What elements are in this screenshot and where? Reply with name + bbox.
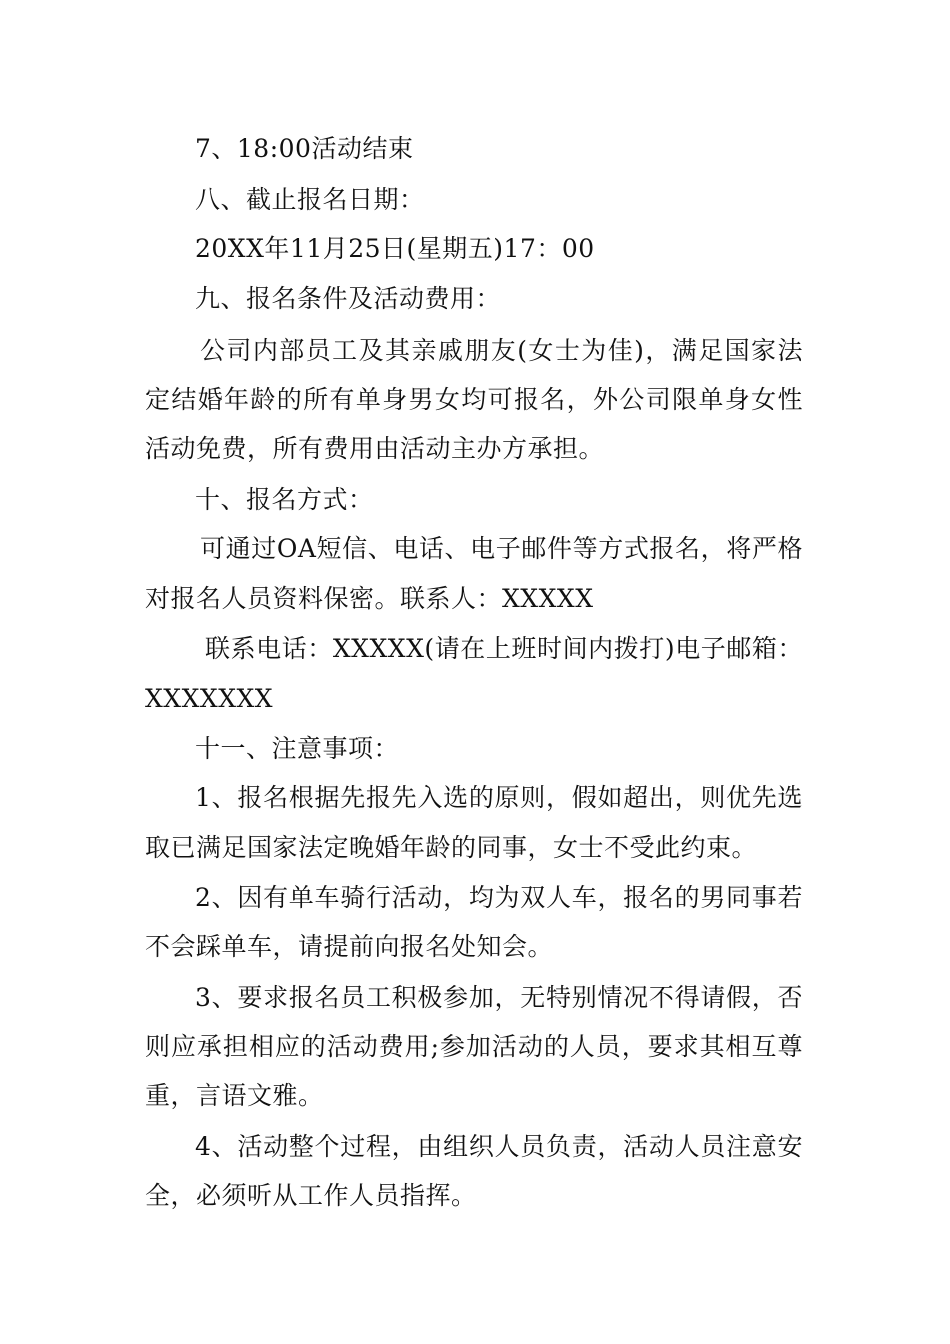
text-line: 定结婚年龄的所有单身男女均可报名，外公司限单身女性 [145, 385, 803, 414]
text-line: 全，必须听从工作人员指挥。 [145, 1181, 477, 1210]
text-line: 4、活动整个过程，由组织人员负责，活动人员注意安 [195, 1132, 803, 1161]
text-line: 则应承担相应的活动费用;参加活动的人员，要求其相互尊 [145, 1032, 803, 1061]
text-line: 20XX年11月25日(星期五)17：00 [195, 234, 595, 263]
section-heading: 九、报名条件及活动费用： [195, 284, 502, 313]
text-line: 2、因有单车骑行活动，均为双人车，报名的男同事若 [195, 883, 803, 912]
section-heading: 八、截止报名日期： [195, 185, 425, 214]
text-line: 活动免费，所有费用由活动主办方承担。 [145, 434, 605, 463]
text-line: 7、18:00活动结束 [195, 134, 414, 163]
text-line: 取已满足国家法定晚婚年龄的同事，女士不受此约束。 [145, 833, 758, 862]
text-line: 重，言语文雅。 [145, 1081, 324, 1110]
text-line: 1、报名根据先报先入选的原则，假如超出，则优先选 [195, 783, 803, 812]
text-line: 可通过OA短信、电话、电子邮件等方式报名，将严格 [200, 534, 803, 563]
text-line: 联系电话：XXXXX(请在上班时间内拨打)电子邮箱： [205, 634, 803, 663]
text-line: 3、要求报名员工积极参加，无特别情况不得请假，否 [195, 983, 803, 1012]
text-line: 不会踩单车，请提前向报名处知会。 [145, 932, 554, 961]
text-line: 公司内部员工及其亲戚朋友(女士为佳)，满足国家法 [200, 336, 803, 365]
text-line: XXXXXXX [145, 684, 274, 713]
text-line: 对报名人员资料保密。联系人：XXXXX [145, 584, 594, 613]
section-heading: 十、报名方式： [195, 485, 374, 514]
section-heading: 十一、注意事项： [195, 734, 400, 763]
